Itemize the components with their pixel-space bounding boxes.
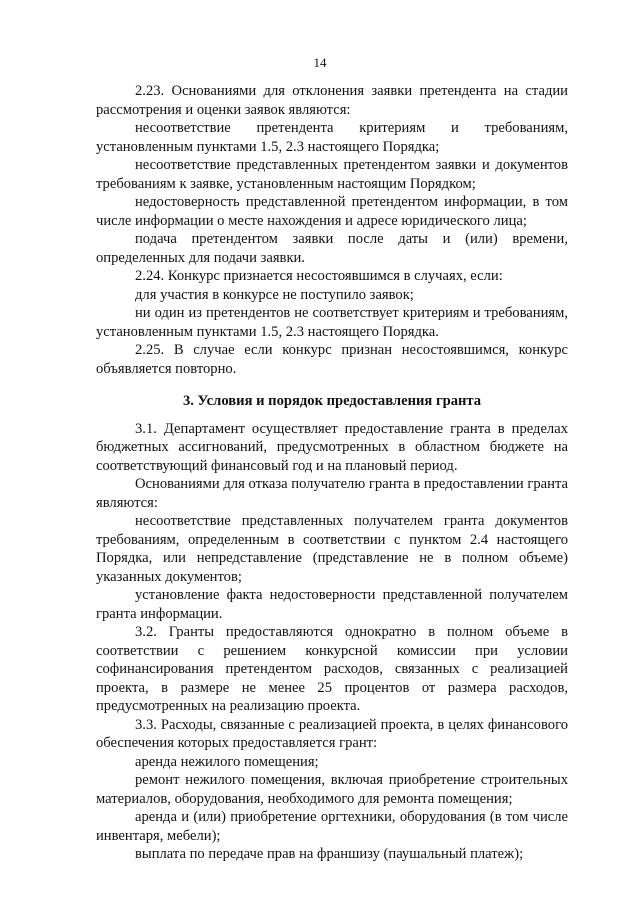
paragraph-3-2: 3.2. Гранты предоставляются однократно в полном объеме в соответствии с решением конкурсной комиссии при условии софинансирования претендентом расходов, связанных с реализацией проекта, в размере не менее 25 процентов от размера расходов, предусмотренных на реализацию проекта. [96, 624, 568, 714]
list-item: ни один из претендентов не соответствует критериям и требованиям, установленным пунктами 1.5, 2.3 настоящего Порядка. [96, 305, 568, 340]
document-body [96, 82, 568, 864]
list-item: несоответствие претендента критериям и требованиям, установленным пунктами 1.5, 2.3 настоящего Порядка; [96, 120, 568, 155]
list-item: аренда и (или) приобретение оргтехники, оборудования (в том числе инвентаря, мебели); [96, 809, 568, 844]
section-heading: 3. Условия и порядок предоставления гранта [182, 393, 482, 409]
list-item: недостоверность представленной претендентом информации, в том числе информации о месте нахождения и адресе юридического лица; [96, 194, 568, 229]
paragraph-3-3: 3.3. Расходы, связанные с реализацией проекта, в целях финансового обеспечения которых предоставляется грант: [96, 716, 568, 751]
page-number: 14 [313, 55, 327, 70]
paragraph: Основаниями для отказа получателю гранта в предоставлении гранта являются: [96, 476, 568, 511]
paragraph-2-23: 2.23. Основаниями для отклонения заявки претендента на стадии рассмотрения и оценки заявок являются: [96, 83, 568, 118]
list-item: аренда нежилого помещения; [135, 753, 319, 770]
paragraph-2-24: 2.24. Конкурс признается несостоявшимся в случаях, если: [135, 268, 503, 284]
list-item: выплата по передаче прав на франшизу (паушальный платеж); [135, 846, 524, 862]
list-item: установление факта недостоверности представленной получателем гранта информации. [96, 587, 568, 622]
paragraph-2-25: 2.25. В случае если конкурс признан несостоявшимся, конкурс объявляется повторно. [96, 342, 568, 377]
paragraph-3-1: 3.1. Департамент осуществляет предоставление гранта в пределах бюджетных ассигнований, предусмотренных в областном бюджете на соответствующий финансовый год и на плановый период. [96, 420, 568, 474]
list-item: для участия в конкурсе не поступило заявок; [135, 286, 414, 303]
list-item: несоответствие представленных претендентом заявки и документов требованиям к заявке, установленным настоящим Порядком; [96, 157, 568, 192]
list-item: подача претендентом заявки после даты и (или) времени, определенных для подачи заявки. [96, 231, 568, 266]
list-item: несоответствие представленных получателем гранта документов требованиям, определенным в соответствии с пунктом 2.4 настоящего Порядка, или непредставление (представление не в полном объеме) указанных документов; [96, 513, 568, 585]
list-item: ремонт нежилого помещения, включая приобретение строительных материалов, оборудования, необходимого для ремонта помещения; [96, 772, 568, 807]
